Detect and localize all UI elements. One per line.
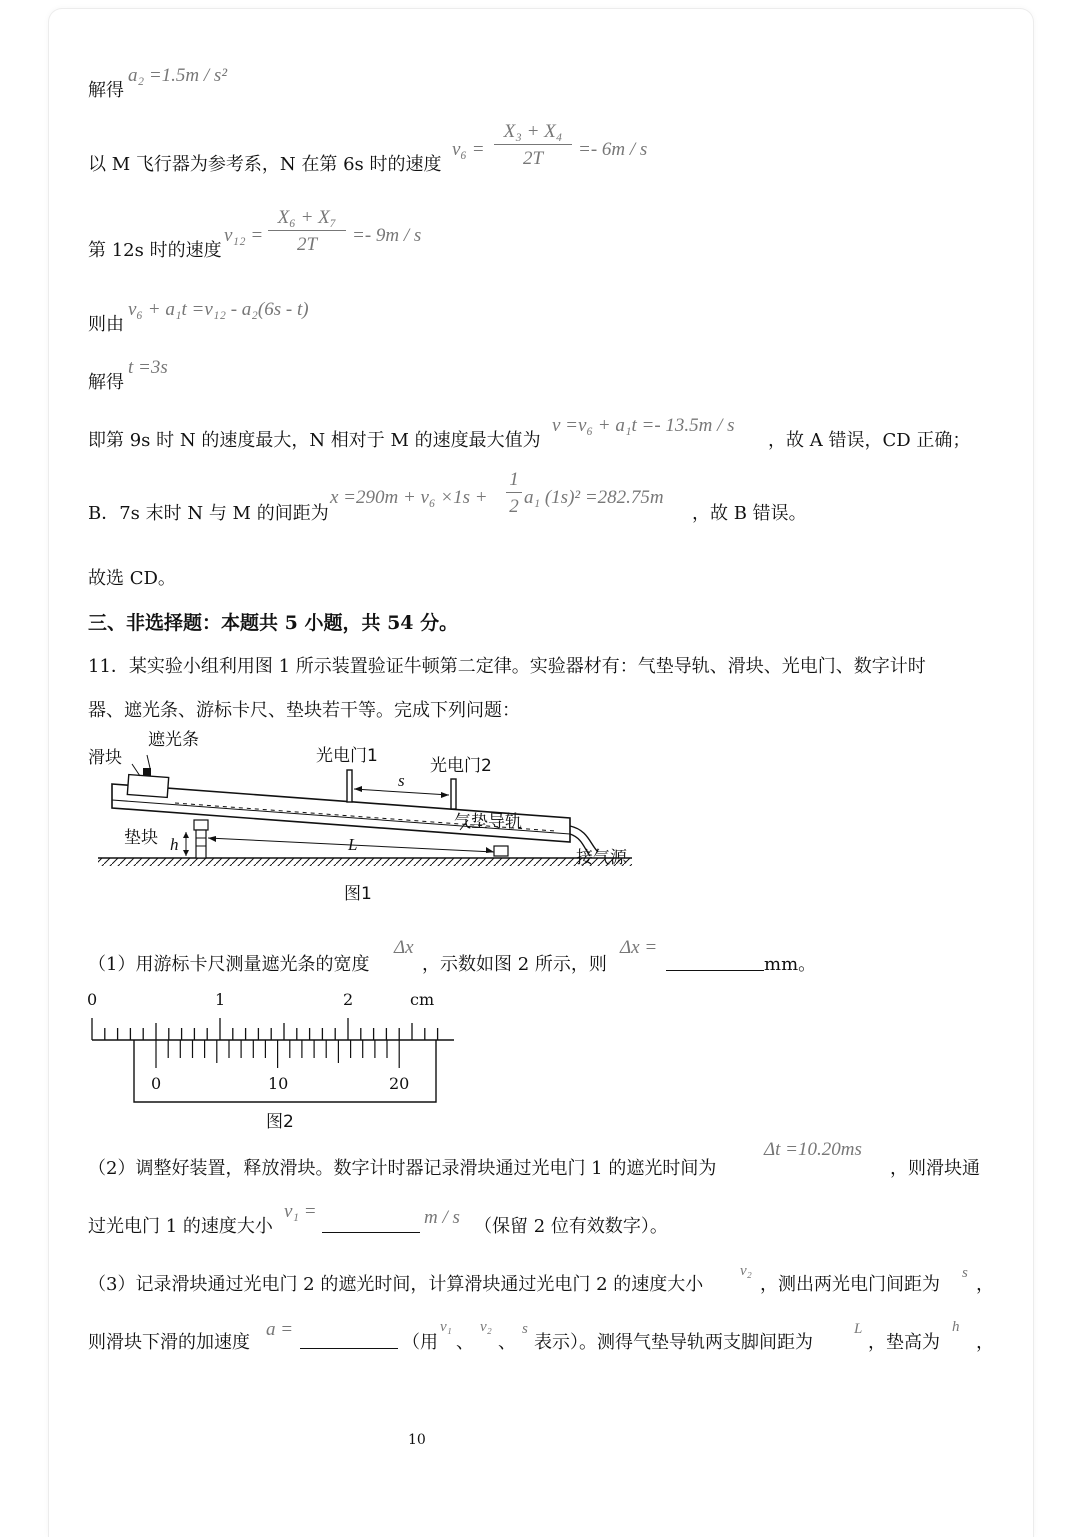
eq-x-part1: x =290m + v₆ ×1s + <box>330 487 488 508</box>
vernier-0: 0 <box>151 1074 162 1093</box>
label-slider: 滑块 <box>88 748 122 768</box>
eq-relation: v₆ + a₁t =v₁₂ - a₂(6s - t) <box>128 299 309 320</box>
then-label: 则由 <box>88 314 124 335</box>
eq-x-part2: a₁ (1s)² =282.75m <box>524 487 664 508</box>
v12-numerator: X₆ + X₇ <box>268 208 346 231</box>
part3-text-i: ， <box>976 1332 994 1353</box>
part2-text-a: （2）调整好装置，释放滑块。数字计时器记录滑块通过光电门 1 的遮光时间为 <box>88 1158 717 1179</box>
label-gate-1: 光电门1 <box>316 746 378 766</box>
label-block: 垫块 <box>124 828 158 848</box>
v6-lhs: v₆ = <box>452 139 485 160</box>
solve-label-2: 解得 <box>88 372 124 393</box>
part1-dx: Δx <box>394 937 414 958</box>
half-numerator: 1 <box>506 470 522 493</box>
label-s: s <box>398 771 405 790</box>
v12-rhs: =- 9m / s <box>352 225 422 246</box>
part3-v2-sym: v₂ <box>480 1319 492 1335</box>
v12-denominator: 2T <box>296 234 318 255</box>
v6-numerator: X₃ + X₄ <box>494 122 572 145</box>
part3-text-b: ，测出两光电门间距为 <box>760 1274 940 1295</box>
part3-text-e: （用 <box>402 1332 438 1353</box>
conclusion-a: ，故 A 错误，CD 正确； <box>768 430 971 451</box>
v6-text: 以 M 飞行器为参考系，N 在第 6s 时的速度 <box>88 154 442 175</box>
distance-text: B．7s 末时 N 与 M 的间距为 <box>88 503 329 524</box>
eq-a2: a₂ =1.5m / s² <box>128 65 228 86</box>
part1-dx-eq: Δx = <box>620 937 658 958</box>
part3-text-g: ，垫高为 <box>868 1332 940 1353</box>
label-air-track: 气垫导轨 <box>454 812 522 832</box>
part3-sep-1: 、 <box>456 1332 474 1353</box>
figure-1-caption: 图1 <box>344 884 372 904</box>
part2-text-c: 过光电门 1 的速度大小 <box>88 1216 273 1237</box>
part2-text-d: （保留 2 位有效数字）。 <box>474 1216 668 1237</box>
label-gate-2: 光电门2 <box>430 756 492 776</box>
figure-2-caption: 图2 <box>266 1112 294 1132</box>
vernier-10: 10 <box>268 1074 289 1093</box>
v12-text: 第 12s 时的速度 <box>88 240 222 261</box>
part3-text-d: 则滑块下滑的加速度 <box>88 1332 250 1353</box>
v6-rhs: =- 6m / s <box>578 139 648 160</box>
vernier-20: 20 <box>389 1074 410 1093</box>
part3-s: s <box>962 1265 968 1281</box>
part3-a-eq: a = <box>266 1319 294 1340</box>
part2-text-b: ，则滑块通 <box>890 1158 980 1179</box>
part2-dt: Δt =10.20ms <box>764 1139 862 1160</box>
label-air-source: 接气源 <box>576 848 627 868</box>
eq-vmax: v =v₆ + a₁t =- 13.5m / s <box>552 415 735 436</box>
eq-t: t =3s <box>128 357 168 378</box>
part3-L-sym: L <box>854 1321 863 1337</box>
part2-unit: m / s <box>424 1207 460 1228</box>
label-shade-strip: 遮光条 <box>148 730 199 750</box>
label-h: h <box>170 835 179 854</box>
main-scale-1: 1 <box>215 990 226 1009</box>
part1-unit: mm。 <box>764 954 817 975</box>
part1-text-b: ，示数如图 2 所示，则 <box>422 954 607 975</box>
part3-s-sym: s <box>522 1321 528 1337</box>
part3-text-f: 表示）。测得气垫导轨两支脚间距为 <box>534 1332 813 1353</box>
solve-label-1: 解得 <box>88 80 124 101</box>
v6-denominator: 2T <box>522 148 544 169</box>
v12-lhs: v₁₂ = <box>224 225 264 246</box>
part3-v2: v₂ <box>740 1263 752 1279</box>
part1-answer-line[interactable] <box>666 956 764 975</box>
part2-answer-line[interactable] <box>322 1218 420 1237</box>
q11-intro-line2: 器、遮光条、游标卡尺、垫块若干等。完成下列问题： <box>88 700 520 721</box>
part2-v1: v₁ = <box>284 1201 317 1222</box>
part3-sep-2: 、 <box>498 1332 516 1353</box>
section-title: 三、非选择题：本题共 5 小题，共 54 分。 <box>88 612 459 634</box>
part3-h-sym: h <box>952 1319 960 1335</box>
q11-intro-line1: 11．某实验小组利用图 1 所示装置验证牛顿第二定律。实验器材有：气垫导轨、滑块、光电门、数字计时 <box>88 656 926 677</box>
label-L: L <box>348 835 358 854</box>
page-number: 10 <box>408 1432 426 1448</box>
answer-text: 故选 CD。 <box>88 568 176 589</box>
conclusion-b: ，故 B 错误。 <box>692 503 807 524</box>
part3-text-c: ， <box>976 1274 994 1295</box>
main-scale-0: 0 <box>87 990 98 1009</box>
main-scale-unit: cm <box>410 990 435 1009</box>
main-scale-2: 2 <box>343 990 354 1009</box>
part3-v1-sym: v₁ <box>440 1319 452 1335</box>
part1-text-a: （1）用游标卡尺测量遮光条的宽度 <box>88 954 370 975</box>
part3-answer-line[interactable] <box>300 1334 398 1353</box>
half-denominator: 2 <box>509 496 519 517</box>
part3-text-a: （3）记录滑块通过光电门 2 的遮光时间，计算滑块通过光电门 2 的速度大小 <box>88 1274 704 1295</box>
max-speed-text: 即第 9s 时 N 的速度最大，N 相对于 M 的速度最大值为 <box>88 430 541 451</box>
